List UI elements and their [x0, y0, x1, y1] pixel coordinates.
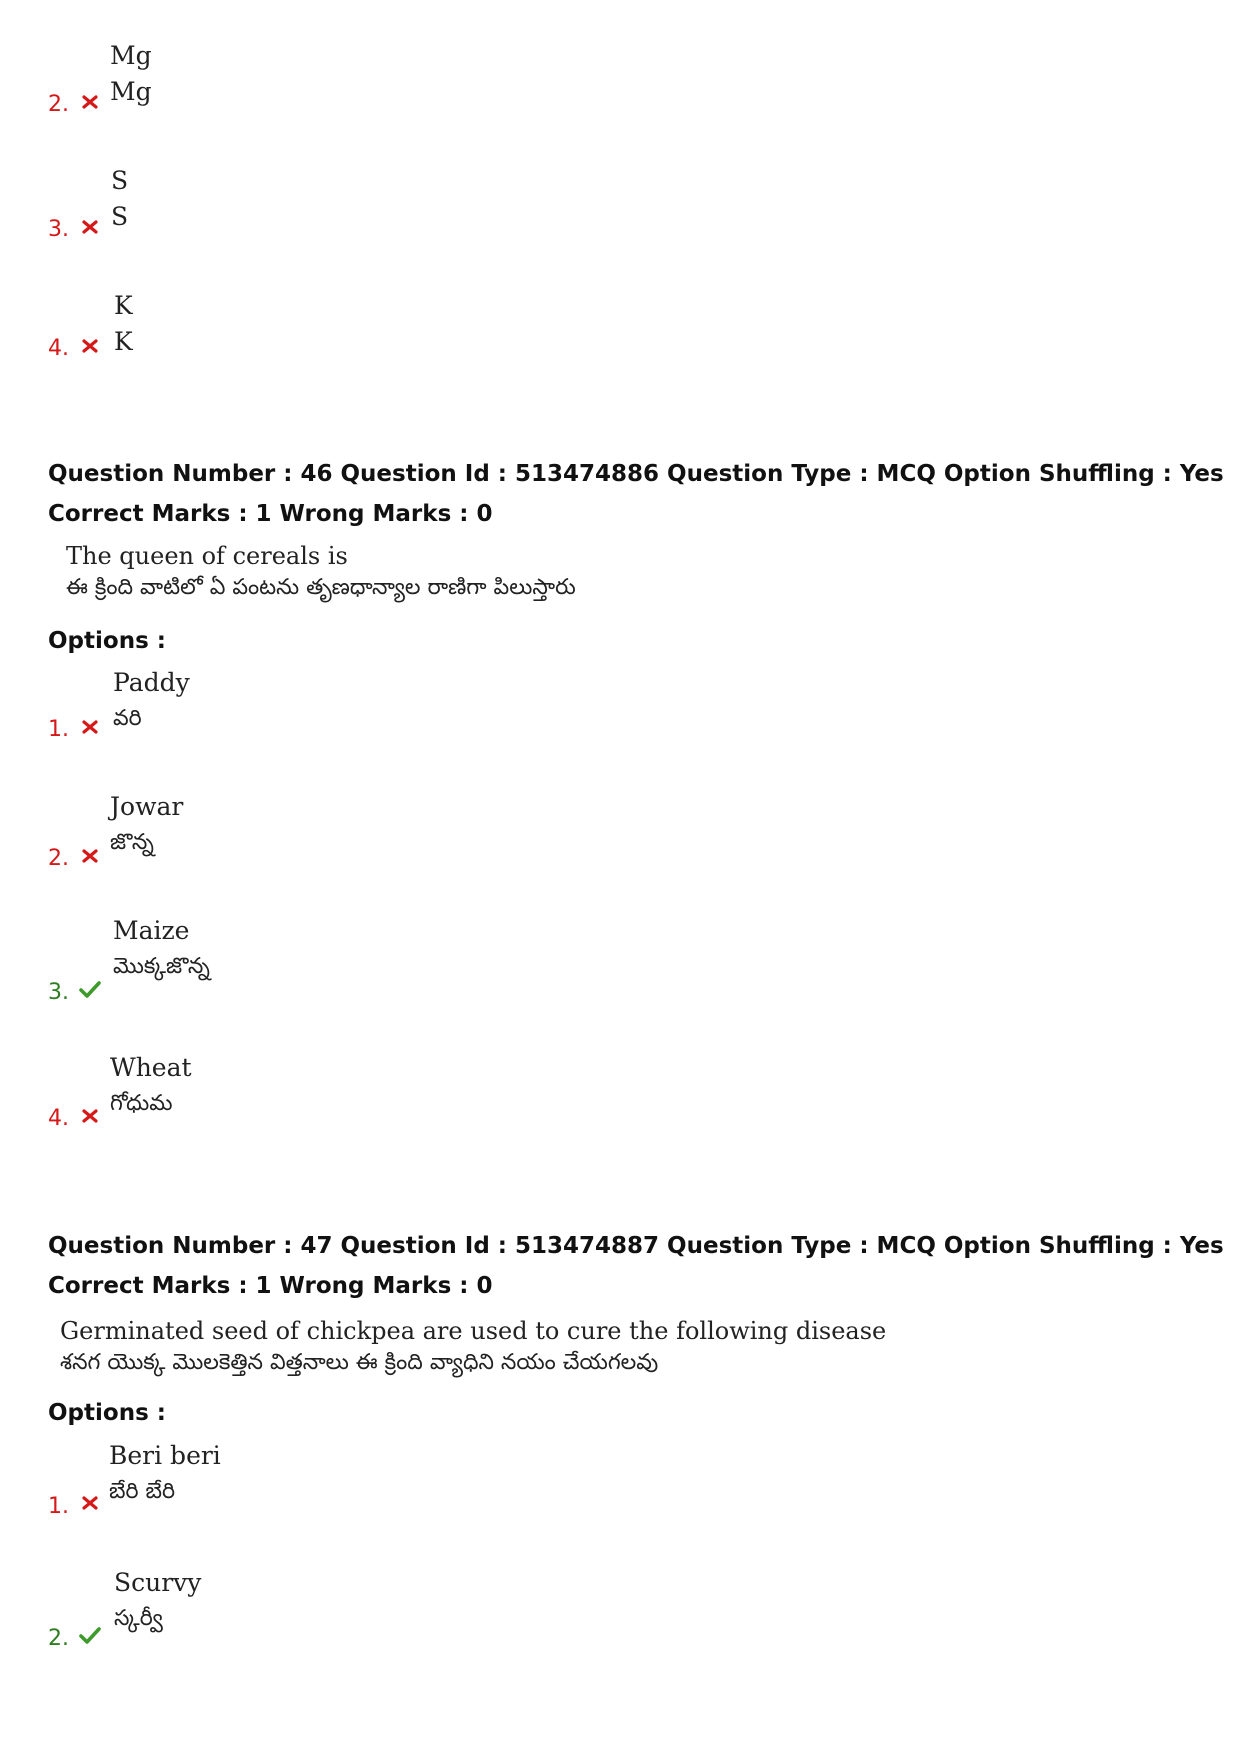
cross-mark-icon [79, 1492, 101, 1514]
option-number: 2. [48, 1626, 69, 1651]
cross-mark-icon [79, 845, 101, 867]
option-text: Jowar జొన్న [110, 792, 184, 855]
option-text: Maize మొక్కజొన్న [113, 916, 210, 979]
option-text: Paddy వరి [113, 668, 190, 731]
option-number: 3. [48, 217, 69, 242]
option-text: Beri beri బేరి బేరి [109, 1441, 221, 1504]
question-marks: Correct Marks : 1 Wrong Marks : 0 [48, 1273, 493, 1299]
question-header: Question Number : 46 Question Id : 513474886 Question Type : MCQ Option Shuffling : Yes [48, 461, 1224, 487]
option-number: 3. [48, 980, 69, 1005]
option-text: Wheat గోధుమ [110, 1053, 192, 1116]
option-text: Scurvy స్కర్వీ [114, 1568, 202, 1631]
option-text: Mg Mg [110, 41, 152, 106]
cross-mark-icon [79, 91, 101, 113]
question-text: Germinated seed of chickpea are used to cure the following disease శనగ యొక్క మొలకెత్తిన విత్తనాలు ఈ క్రింది వ్యాధిని నయం చేయగలవు [60, 1317, 887, 1375]
option-number: 2. [48, 846, 69, 871]
option-number: 2. [48, 92, 69, 117]
option-text: S S [111, 166, 129, 231]
question-header: Question Number : 47 Question Id : 513474887 Question Type : MCQ Option Shuffling : Yes [48, 1233, 1224, 1259]
check-mark-icon [78, 1623, 102, 1647]
options-label: Options : [48, 628, 166, 654]
option-number: 1. [48, 717, 69, 742]
cross-mark-icon [79, 1105, 101, 1127]
option-number: 4. [48, 336, 69, 361]
option-number: 1. [48, 1494, 69, 1519]
question-marks: Correct Marks : 1 Wrong Marks : 0 [48, 501, 493, 527]
option-text: K K [114, 291, 133, 356]
cross-mark-icon [79, 335, 101, 357]
cross-mark-icon [79, 216, 101, 238]
cross-mark-icon [79, 716, 101, 738]
options-label: Options : [48, 1400, 166, 1426]
option-number: 4. [48, 1106, 69, 1131]
check-mark-icon [78, 977, 102, 1001]
question-text: The queen of cereals is ఈ క్రింది వాటిలో ఏ పంటను తృణధాన్యాల రాణిగా పిలుస్తారు [66, 542, 576, 600]
